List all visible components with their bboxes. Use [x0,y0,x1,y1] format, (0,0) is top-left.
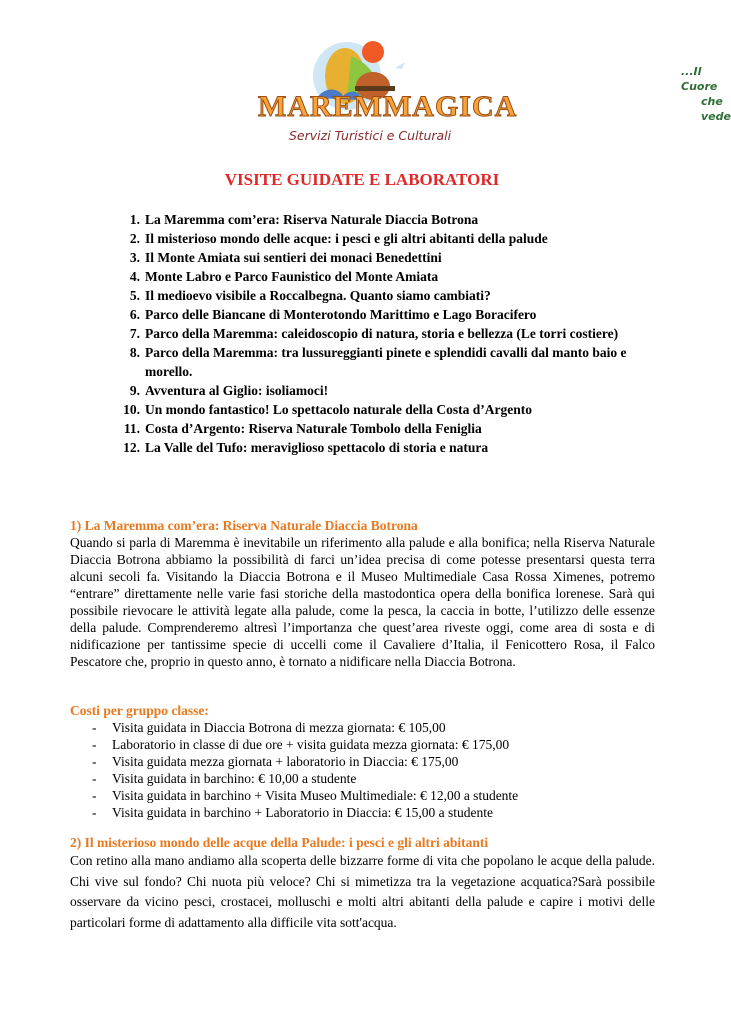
index-item: 2. Il misterioso mondo delle acque: i pesci e gli altri abitanti della palude [129,231,548,246]
logo-tagline-line1: ...Il Cuore [681,65,718,93]
costs-heading: Costi per gruppo classe: [70,703,209,718]
cost-item: - Visita guidata in barchino + Visita Museo Multimediale: € 12,00 a studente [92,788,519,803]
section-1-body: Quando si parla di Maremma è inevitabile un riferimento alla palude e alla bonifica; nella Riserva Naturale Diaccia Botrona abbiamo la possibilità di farci un’idea precisa di come potesse presentarsi questa terra alcuni secoli fa. Visitando la Diaccia Botrona e il Museo Multimediale Casa Rossa Ximenes, potremo “entrare” direttamente nelle varie fasi storiche della mastodontica opera della bonifica lorenese. Sarà qui possibile rievocare le attività legate alla palude, come la pesca, la caccia in botte, l’utilizzo delle essenze della palude. Comprenderemo altresì l’importanza che quest’area riveste oggi, come area di sosta e di nidificazione per tantissime specie di uccelli come il Cavaliere d’Italia, il Fenicottero Rosa, il Falco Pescatore che, proprio in questo anno, è tornato a nidificare nella Diaccia Botrona. [70,535,655,669]
cost-item: - Laboratorio in classe di due ore + visita guidata mezza giornata: € 175,00 [92,737,510,752]
index-item: 4. Monte Labro e Parco Faunistico del Monte Amiata [129,269,439,284]
cost-item: - Visita guidata in barchino + Laboratorio in Diaccia: € 15,00 a studente [92,805,493,820]
cost-item: - Visita guidata in Diaccia Botrona di mezza giornata: € 105,00 [92,720,446,735]
costs-list [70,719,655,821]
index-item: 7. Parco della Maremma: caleidoscopio di natura, storia e bellezza (Le torri costiere) [129,326,619,341]
index-item: 1. La Maremma com’era: Riserva Naturale Diaccia Botrona [129,212,479,227]
cost-item: - Visita guidata mezza giornata + laboratorio in Diaccia: € 175,00 [92,754,459,769]
logo-brand-subtitle: Servizi Turistici e Culturali [289,128,452,143]
index-item: 8. Parco della Maremma: tra lussureggianti pinete e splendidi cavalli dal manto baio e morello. [129,345,627,379]
section-2-heading: 2) Il misterioso mondo delle acque della Palude: i pesci e gli altri abitanti [70,835,489,850]
index-item: 12. La Valle del Tufo: meraviglioso spettacolo di storia e natura [123,440,489,455]
index-item: 11. Costa d’Argento: Riserva Naturale Tombolo della Feniglia [123,421,482,436]
index-item: 5. Il medioevo visibile a Roccalbegna. Quanto siamo cambiati? [129,288,491,303]
costs-block [70,702,655,821]
index-item: 9. Avventura al Giglio: isoliamoci! [129,383,329,398]
logo-brand-name: MAREMMAGICA [258,90,518,123]
logo-tagline-line2: che vede [701,95,731,123]
section-1 [70,517,655,670]
section-1-heading: 1) La Maremma com’era: Riserva Naturale Diaccia Botrona [70,518,418,533]
cost-item: - Visita guidata in barchino: € 10,00 a studente [92,771,357,786]
tour-index-list [107,210,647,457]
index-item: 6. Parco delle Biancane di Monterotondo Marittimo e Lago Boracifero [129,307,537,322]
index-item: 10. Un mondo fantastico! Lo spettacolo naturale della Costa d’Argento [123,402,532,417]
index-item: 3. Il Monte Amiata sui sentieri dei monaci Benedettini [129,250,442,265]
section-2-body: Con retino alla mano andiamo alla scoperta delle bizzarre forme di vita che popolano le acque della palude. Chi vive sul fondo? Chi nuota più veloce? Chi si mimetizza tra la vegetazione acquatica?Sarà possibile osservare da vicino pesci, crostacei, molluschi e molti altri abitanti della palude e capire i motivi delle particolari forme di adattamento alla difficile vita sott'acqua. [70,853,655,930]
logo-tagline [681,64,731,124]
page-title: VISITE GUIDATE E LABORATORI [224,170,500,189]
section-2 [70,834,655,933]
